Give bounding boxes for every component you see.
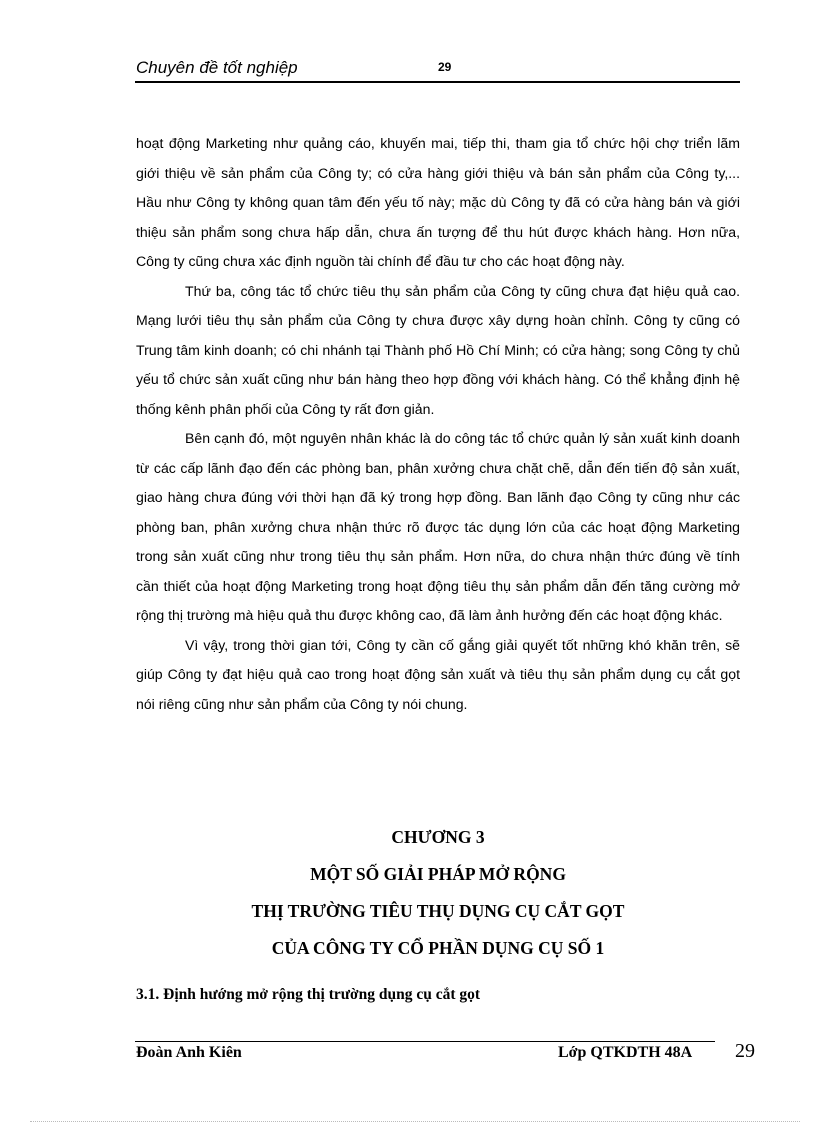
chapter-title-line: MỘT SỐ GIẢI PHÁP MỞ RỘNG xyxy=(310,864,566,884)
page-bottom-edge xyxy=(30,1121,800,1122)
footer-page-number: 29 xyxy=(735,1040,755,1062)
chapter-number: CHƯƠNG 3 xyxy=(391,827,485,847)
chapter-heading xyxy=(136,819,740,967)
footer-rule xyxy=(135,1041,715,1042)
paragraph: Bên cạnh đó, một nguyên nhân khác là do công tác tổ chức quản lý sản xuất kinh doanh từ các cấp lãnh đạo đến các phòng ban, phân xưởng chưa chặt chẽ, dẫn đến tiến độ sản xuất, giao hàng chưa đúng với thời hạn đã ký trong hợp đồng. Ban lãnh đạo Công ty cũng như các phòng ban, phân xưởng chưa nhận thức rõ được tác dụng lớn của các hoạt động Marketing trong sản xuất cũng như trong tiêu thụ sản phẩm. Hơn nữa, do chưa nhận thức đúng về tính cần thiết của hoạt động Marketing trong hoạt động tiêu thụ sản phẩm dẫn đến tăng cường mở rộng thị trường mà hiệu quả thu được không cao, đã làm ảnh hưởng đến các hoạt động khác. xyxy=(136,430,740,623)
paragraph: Vì vậy, trong thời gian tới, Công ty cần cố gắng giải quyết tốt những khó khăn trên, sẽ giúp Công ty đạt hiệu quả cao trong hoạt động sản xuất và tiêu thụ sản phẩm dụng cụ cắt gọt nói riêng cũng như sản phẩm của Công ty nói chung. xyxy=(136,636,740,712)
header-title: Chuyên đề tốt nghiệp xyxy=(136,58,298,77)
header-rule xyxy=(135,81,740,83)
chapter-title-line: CỦA CÔNG TY CỔ PHẦN DỤNG CỤ SỐ 1 xyxy=(271,938,605,958)
header-page-number: 29 xyxy=(438,60,452,74)
footer-author: Đoàn Anh Kiên xyxy=(136,1044,242,1061)
section-heading: 3.1. Định hướng mở rộng thị trường dụng cụ cắt gọt xyxy=(136,986,481,1003)
body-text xyxy=(136,129,740,719)
paragraph: hoạt động Marketing như quảng cáo, khuyến mai, tiếp thi, tham gia tổ chức hội chợ triển lãm giới thiệu về sản phẩm của Công ty; có cửa hàng giới thiệu và bán sản phẩm của Công ty,... Hầu như Công ty không quan tâm đến yếu tố này; mặc dù Công ty đã có cửa hàng bán và giới thiệu sản phẩm song chưa hấp dẫn, chưa ấn tượng để thu hút được khách hàng. Hơn nữa, Công ty cũng chưa xác định nguồn tài chính để đầu tư cho các hoạt động này. xyxy=(136,135,740,269)
footer-class: Lớp QTKDTH 48A xyxy=(558,1044,693,1061)
chapter-title-line: THỊ TRƯỜNG TIÊU THỤ DỤNG CỤ CẮT GỌT xyxy=(251,901,625,921)
paragraph: Thứ ba, công tác tổ chức tiêu thụ sản phẩm của Công ty cũng chưa đạt hiệu quả cao. Mạng lưới tiêu thụ sản phẩm của Công ty chưa được xây dựng hoàn chỉnh. Công ty cũng có Trung tâm kinh doanh; có chi nhánh tại Thành phố Hồ Chí Minh; có cửa hàng; song Công ty chủ yếu tổ chức sản xuất cũng như bán hàng theo hợp đồng với khách hàng. Có thể khẳng định hệ thống kênh phân phối của Công ty rất đơn giản. xyxy=(136,282,740,417)
